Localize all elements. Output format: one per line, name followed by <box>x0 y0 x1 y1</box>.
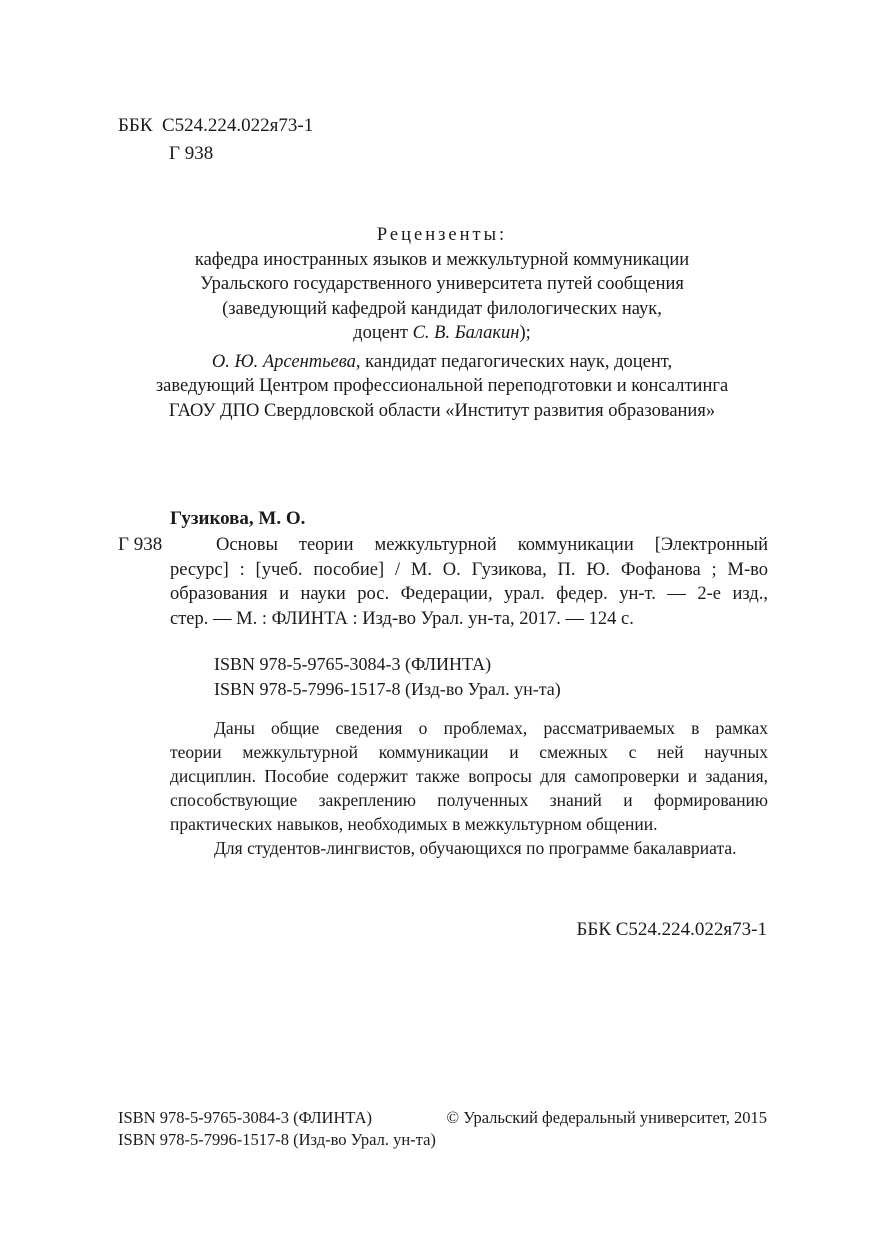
reviewer-1-line-4: доцент С. В. Балакин); <box>353 323 531 343</box>
abstract-line-4: способствующие закреплению полученных знаний и формированию <box>170 790 768 810</box>
catalog-isbn-1: ISBN 978-5-9765-3084-3 (ФЛИНТА) <box>214 654 492 674</box>
reviewer-1-line-3: (заведующий кафедрой кандидат филологических наук, <box>222 298 662 319</box>
bbk-bottom: ББК С524.224.022я73-1 <box>576 919 767 940</box>
reviewer-2-name: О. Ю. Арсентьева <box>211 351 356 372</box>
catalog-desc-line-2: ресурс] : [учеб. пособие] / М. О. Гузикова, П. Ю. Фофанова ; М-во <box>170 559 768 580</box>
footer-isbn-2: ISBN 978-5-7996-1517-8 (Изд-во Урал. ун-та) <box>118 1130 436 1149</box>
footer-isbn-1: ISBN 978-5-9765-3084-3 (ФЛИНТА) <box>118 1108 373 1127</box>
catalog-desc-line-4: стер. — М. : ФЛИНТА : Изд-во Урал. ун-та, 2017. — 124 с. <box>170 608 634 629</box>
footer-copyright: © Уральский федеральный университет, 2015 <box>446 1108 767 1127</box>
catalog-description <box>170 533 768 631</box>
catalog-author: Гузикова, М. О. <box>170 508 306 529</box>
catalog-mark: Г 938 <box>118 534 163 555</box>
catalog-isbn-2: ISBN 978-5-7996-1517-8 (Изд-во Урал. ун-та) <box>214 679 561 699</box>
reviewer-2-line-1: О. Ю. Арсентьева, кандидат педагогических наук, доцент, <box>211 351 673 372</box>
reviewer-1-line-1: кафедра иностранных языков и межкультурной коммуникации <box>194 249 690 270</box>
abstract-audience: Для студентов-лингвистов, обучающихся по программе бакалавриата. <box>214 838 737 858</box>
abstract-line-1: Даны общие сведения о проблемах, рассматриваемых в рамках <box>214 718 768 738</box>
catalog-desc-line-3: образования и науки рос. Федерации, урал. федер. ун-т. — 2-е изд., <box>170 584 768 604</box>
reviewers-block <box>118 223 766 423</box>
bbk-top-label: ББК <box>118 115 153 136</box>
abstract <box>170 716 768 860</box>
author-mark-top: Г 938 <box>169 143 214 164</box>
abstract-line-2: теории межкультурной коммуникации и смежных с ней научных <box>170 742 768 762</box>
bbk-top-code: С524.224.022я73-1 <box>162 115 314 136</box>
reviewers-heading: Рецензенты: <box>376 225 508 245</box>
abstract-line-5: практических навыков, необходимых в межкультурном общении. <box>170 814 658 834</box>
reviewer-1-line-2: Уральского государственного университета путей сообщения <box>200 274 684 294</box>
reviewer-1-name: С. В. Балакин <box>412 323 520 343</box>
catalog-desc-line-1: Основы теории межкультурной коммуникации [Электронный <box>216 535 768 555</box>
reviewer-2-line-3: ГАОУ ДПО Свердловской области «Институт развития образования» <box>168 400 716 421</box>
abstract-line-3: дисциплин. Пособие содержит также вопросы для самопроверки и задания, <box>170 766 768 786</box>
reviewer-2-line-2: заведующий Центром профессиональной переподготовки и консалтинга <box>155 376 729 396</box>
bbk-top <box>118 114 313 138</box>
